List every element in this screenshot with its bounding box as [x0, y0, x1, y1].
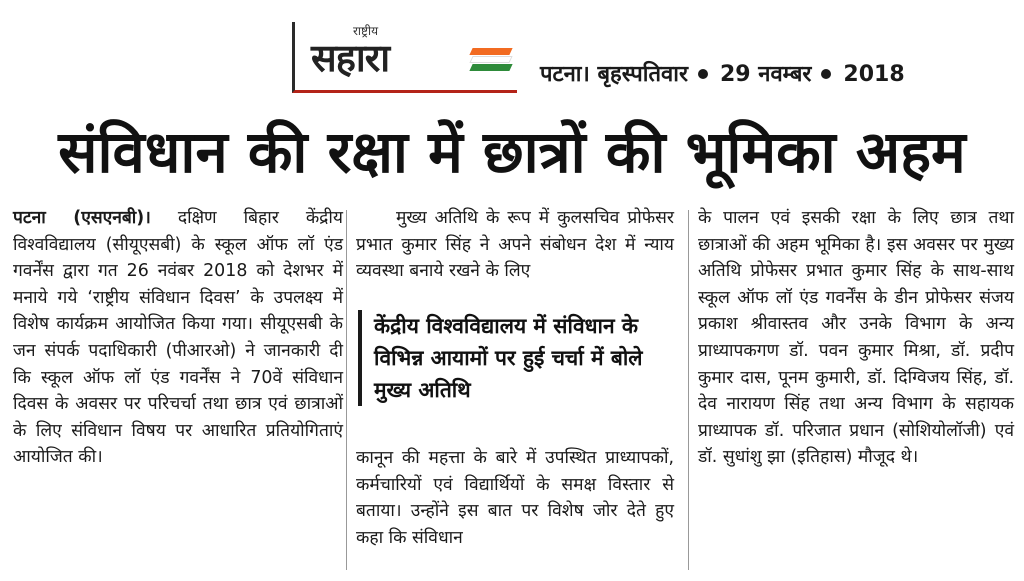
- column-divider: [688, 210, 689, 570]
- logo-wordmark: सहारा: [311, 36, 390, 80]
- dateline-separator: ।: [581, 62, 598, 87]
- column-divider: [346, 210, 347, 570]
- column-2-top-text: मुख्य अतिथि के रूप में कुलसचिव प्रोफेसर प्रभात कुमार सिंह ने अपने संबोधन देश में न्याय व्यवस्था बनाये रखने के लिए: [356, 208, 674, 282]
- article-column-2-bottom: [356, 445, 674, 551]
- article-column-1: [13, 205, 343, 471]
- dateline-day: बृहस्पतिवार: [597, 62, 688, 87]
- article-headline: संविधान की रक्षा में छात्रों की भूमिका अहम: [58, 118, 966, 186]
- article-column-2-top: [356, 205, 674, 285]
- logo-tagline: राष्ट्रीय: [353, 24, 379, 38]
- article-paragraph: [13, 205, 343, 471]
- dateline: [540, 58, 905, 88]
- newspaper-logo: [292, 22, 517, 93]
- article-dateline: पटना (एसएनबी)।: [13, 208, 151, 228]
- pull-quote: केंद्रीय विश्वविद्यालय में संविधान के विभिन्न आयामों पर हुई चर्चा में बोले मुख्य अतिथि: [358, 310, 686, 406]
- column-1-text: दक्षिण बिहार केंद्रीय विश्वविद्यालय (सीयूएसबी) के स्कूल ऑफ लॉ एंड गवर्नेंस द्वारा गत 26 नवंबर 2018 को देशभर में मनाये गये ‘राष्ट्रीय संविधान दिवस’ के उपलक्ष्य में विशेष कार्यक्रम आयोजित किया गया। सीयूएसबी के जन संपर्क पदाधिकारी (पीआरओ) ने जानकारी दी कि स्कूल ऑफ लॉ एंड गवर्नेंस ने 70वें संविधान दिवस के अवसर पर परिचर्चा तथा छात्र एवं छात्राओं के लिए संविधान विषय पर आधारित प्रतियोगिताएं आयोजित की।: [13, 208, 343, 468]
- dateline-date: 29 नवम्बर: [719, 62, 812, 87]
- dateline-city: पटना: [540, 62, 582, 87]
- column-3-text: के पालन एवं इसकी रक्षा के लिए छात्र तथा छात्राओं की अहम भूमिका है। इस अवसर पर मुख्य अतिथि प्रोफेसर प्रभात कुमार सिंह के साथ-साथ स्कूल ऑफ लॉ एंड गवर्नेंस के डीन प्रोफेसर संजय प्रकाश श्रीवास्तव और उनके विभाग के अन्य प्राध्यापकगण डॉ. पवन कुमार मिश्रा, डॉ. प्रदीप कुमार दास, पूनम कुमारी, डॉ. दिग्विजय सिंह, डॉ. देव नारायण सिंह तथा अन्य विभाग के सहायक प्राध्यापक डॉ. परिजात प्रधान (सोशियोलॉजी) एवं डॉ. सुधांशु झा (इतिहास) मौजूद थे।: [698, 208, 1014, 468]
- dateline-year: 2018: [843, 62, 905, 87]
- bullet-icon: [698, 69, 708, 79]
- bullet-icon: [821, 69, 831, 79]
- column-2-bottom-text: कानून की महत्ता के बारे में उपस्थित प्राध्यापकों, कर्मचारियों एवं विद्यार्थियों के समक्ष विस्तार से बताया। उन्होंने इस बात पर विशेष जोर देते हुए कहा कि संविधान: [356, 448, 674, 548]
- tricolor-flag-icon: [471, 48, 511, 70]
- masthead: [0, 0, 1024, 110]
- article-column-3: [698, 205, 1014, 471]
